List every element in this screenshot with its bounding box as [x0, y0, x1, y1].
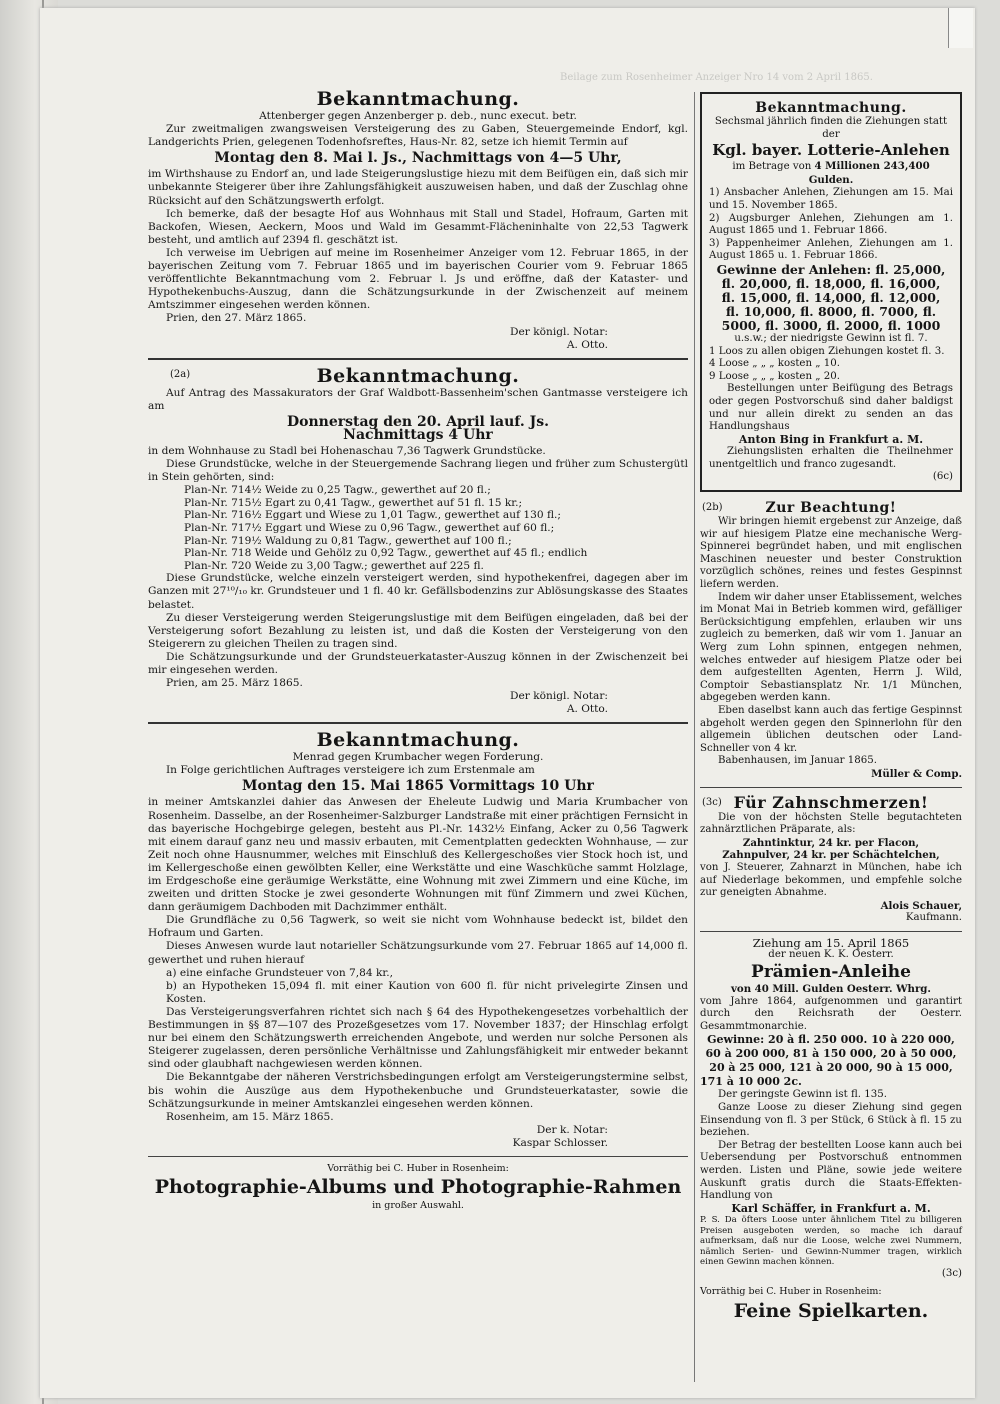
left-column — [148, 88, 688, 1212]
ad-photo-albums — [148, 1162, 688, 1212]
r1-list-1: 2) Augsburger Anlehen, Ziehungen am 1. August 1865 und 1. Februar 1866. — [709, 212, 953, 237]
r4-w1: Gewinne: 20 à fl. 250 000. 10 à 220 000, — [707, 1033, 955, 1047]
ad1-subtitle: Attenberger gegen Anzenberger p. deb., nunc execut. betr. — [259, 110, 577, 122]
r5-line: Vorräthig bei C. Huber in Rosenheim: — [700, 1286, 882, 1298]
r3-p1: Die von der höchsten Stelle begutachteten zahnärztlichen Präparate, als: — [700, 811, 962, 836]
r2-p1: Wir bringen hiemit ergebenst zur Anzeige, daß wir auf hiesigem Platze eine mechanische Werg-Spinnerei begründet haben, und mit englischen Maschinen neuester und bester Construktion vorzüglich schönes, reines und festes Gespinnst liefern werden. — [700, 516, 962, 591]
ad-bekanntmachung-2 — [148, 365, 688, 717]
divider — [700, 787, 962, 788]
ad3-p2: in meiner Amtskanzlei dahier das Anwesen der Eheleute Ludwig und Maria Krumbacher von Rosenheim. Dasselbe, an der Rosenheimer-Salzburger Landstraße mit einer prächtigen Fernsicht in das bayerische Hochgebirge gelegen, besteht aus Pl.-Nr. 1432½ Einfang, Acker zu 0,56 Tagwerk mit einem darauf ganz neu und massiv erbauten, mit Cementplatten gedeckten Wohnhause, — zur Zeit noch ohne Hausnummer, welches mit Einschluß des Kellergeschoßes vier Stock hoch ist, und im Kellergeschoße einen gewölbten Keller, eine Werkstätte und eine Waschküche sammt Holzlage, im Erdgeschoße eine geräumige Werkstätte, eine Wohnung mit zwei Zimmern und eine Küche, im zweiten und dritten Stocke je zwei gesonderte Wohnungen mit fünf Zimmern und zwei Küchen, dann geräumigem Dachboden mit Dachzimmer enthält. — [148, 796, 688, 914]
r4-p3: Ganze Loose zu dieser Ziehung sind gegen Einsendung von fl. 3 per Stück, 6 Stück à fl. 15 zu beziehen. — [700, 1102, 962, 1139]
r1-firm: Anton Bing in Frankfurt a. M. — [738, 432, 924, 446]
r1-g6: u.s.w.; der niedrigste Gewinn ist fl. 7. — [734, 332, 928, 344]
ad2-p5: Zu dieser Versteigerung werden Steigerungslustige mit dem Beifügen eingeladen, daß bei der Versteigerung sofort Bezahlung zu leisten ist, und daß die Kosten der Versteigerung von den Steigerern zu gleichen Theilen zu tragen sind. — [148, 611, 688, 650]
ad2-date1: Donnerstag den 20. April lauf. Js. — [287, 413, 549, 430]
ad4-sub: in großer Auswahl. — [372, 1199, 464, 1211]
r2-place: Babenhausen, im Januar 1865. — [718, 755, 877, 767]
ad2-plan-2: Plan-Nr. 716½ Eggart und Wiese zu 1,01 Tagw., gewerthet auf 130 fl.; — [184, 509, 561, 522]
ad2-sig1: Der königl. Notar: — [510, 690, 608, 703]
r4-w4: 171 à 10 000 2c. — [700, 1075, 802, 1089]
r2-firm: Müller & Comp. — [871, 767, 962, 780]
ad1-sig2: A. Otto. — [566, 338, 608, 351]
divider — [700, 931, 962, 932]
r1-g4: fl. 10,000, fl. 8000, fl. 7000, fl. — [725, 303, 937, 319]
r1-lose-2: 9 Loose „ „ „ kosten „ 20. — [709, 370, 840, 382]
r4-ref: (3c) — [941, 1267, 962, 1279]
r4-sub: von 40 Mill. Gulden Oesterr. Whrg. — [731, 983, 931, 996]
r1-head: Kgl. bayer. Lotterie-Anlehen — [712, 141, 950, 160]
r5-title: Feine Spielkarten. — [733, 1300, 929, 1323]
page-corner-tab — [948, 8, 973, 48]
r1-p2a: im Betrage von — [732, 161, 812, 173]
ad1-p2: im Wirthshause zu Endorf an, und lade Steigerungslustige hiezu mit dem Beifügen ein, daß sich mir unbekannte Steigerer über ihre Zahlungsfähigkeit auszuweisen haben, und daß der Zuschlag ohne Rücksicht auf den Schätzungswerth erfolgt. — [148, 168, 688, 207]
ad4-line: Vorräthig bei C. Huber in Rosenheim: — [327, 1162, 509, 1174]
r3-i1: Zahntinktur, 24 kr. per Flacon, — [742, 836, 920, 849]
ad-bekanntmachung-3 — [148, 729, 688, 1150]
ad-lotterie — [700, 92, 962, 492]
r1-p1: Sechsmal jährlich finden die Ziehungen statt der — [714, 116, 948, 140]
ad2-date2: Nachmittags 4 Uhr — [343, 426, 493, 443]
ad3-a: a) eine einfache Grundsteuer von 7,84 kr., — [166, 966, 394, 979]
ad-praemien-anleihe — [700, 937, 962, 1281]
r1-list-2: 3) Pappenheimer Anlehen, Ziehungen am 1. August 1865 u. 1. Februar 1866. — [709, 237, 953, 262]
r3-ref: (3c) — [702, 796, 722, 808]
r2-title: Zur Beachtung! — [765, 500, 897, 517]
r4-title: Prämien-Anleihe — [751, 962, 911, 983]
ad3-b: b) an Hypotheken 15,094 fl. mit einer Kaution von 600 fl. für nicht privelegirte Zinsen und Kosten. — [166, 979, 688, 1005]
ad-bekanntmachung-1 — [148, 88, 688, 352]
ad2-p3: Diese Grundstücke, welche in der Steuergemende Sachrang liegen und früher zum Schustergütl in Stein gehörten, sind: — [148, 457, 688, 484]
ad2-p4: Diese Grundstücke, welche einzeln versteigert werden, sind hypothekenfrei, dagegen aber im Ganzen mit 27¹⁰/₁₀ kr. Grundsteuer und 1 fl. 40 kr. Gefällsbodenzins zur Ablösungskasse des Staates belastet. — [148, 572, 688, 611]
r1-p3: Bestellungen unter Beifügung des Betrags oder gegen Postvorschuß sind daher baldigst und nur allein direkt zu senden an das Handlungshaus — [709, 383, 953, 433]
ad1-sig1: Der königl. Notar: — [510, 325, 608, 338]
r3-role: Kaufmann. — [905, 912, 962, 924]
r4-pre: der neuen K. K. Oesterr. — [768, 949, 894, 961]
ad1-p3: Ich bemerke, daß der besagte Hof aus Wohnhaus mit Stall und Stadel, Hofraum, Garten mit Backofen, Wiesen, Aeckern, Moos und Wald im Gesammt-Flächeninhalte von 22,53 Tagwerk besteht, und amtlich auf 2394 fl. geschätzt ist. — [148, 207, 688, 246]
ad2-plan-6: Plan-Nr. 720 Weide zu 3,00 Tagw.; gewerthet auf 225 fl. — [184, 559, 484, 572]
divider — [148, 358, 688, 360]
r1-title: Bekanntmachung. — [755, 100, 907, 116]
ad1-date: Montag den 8. Mai l. Js., Nachmittags von 4—5 Uhr, — [214, 150, 622, 167]
r1-g3: fl. 15,000, fl. 14,000, fl. 12,000, — [721, 289, 941, 305]
ad1-place: Prien, den 27. März 1865. — [166, 312, 307, 325]
r3-p2: von J. Steuerer, Zahnarzt in München, habe ich auf Niederlage bekommen, und empfehle solche zur geneigten Abnahme. — [700, 861, 962, 899]
r1-g1: Gewinne der Anlehen: fl. 25,000, — [716, 261, 946, 277]
ad2-title: Bekanntmachung. — [316, 364, 520, 387]
ad2-plan-4: Plan-Nr. 719½ Waldung zu 0,81 Tagw., gewerthet auf 100 fl.; — [184, 534, 512, 547]
r1-list-0: 1) Ansbacher Anlehen, Ziehungen am 15. Mai und 15. November 1865. — [709, 187, 953, 211]
ad3-place: Rosenheim, am 15. März 1865. — [166, 1110, 334, 1123]
r4-w3: 20 à 25 000, 121 à 20 000, 90 à 15 000, — [709, 1061, 953, 1075]
r1-g2: fl. 20,000, fl. 18,000, fl. 16,000, — [721, 275, 941, 291]
ad-zahnschmerzen — [700, 793, 962, 925]
ad3-p5: Das Versteigerungsverfahren richtet sich nach § 64 des Hypothekengesetzes vorbehaltlich der Bestimmungen in §§ 87—107 des Prozeßgesetzes vom 17. November 1837; der Hinschlag erfolgt nur bei einem den Schätzungswerth erreichenden Angebote, und werden nur solche Personen als Steigerer zugelassen, deren persönliche Verhältnisse und Zahlungsfähigkeit mir entweder bekannt sind oder glaubhaft nachgewiesen werden können. — [148, 1005, 688, 1071]
column-rule — [694, 92, 695, 1382]
ad2-plan-1: Plan-Nr. 715½ Egart zu 0,41 Tagw., gewerthet auf 51 fl. 15 kr.; — [184, 496, 523, 509]
ad3-date: Montag den 15. Mai 1865 Vormittags 10 Uhr — [242, 778, 594, 795]
r4-date: Ziehung am 15. April 1865 — [752, 935, 910, 950]
ad2-plan-5: Plan-Nr. 718 Weide und Gehölz zu 0,92 Tagw., gewerthet auf 45 fl.; endlich — [184, 547, 588, 560]
r1-g5: 5000, fl. 3000, fl. 2000, fl. 1000 — [721, 317, 941, 333]
ad3-title: Bekanntmachung. — [316, 729, 520, 752]
ad2-place: Prien, am 25. März 1865. — [166, 677, 303, 690]
ad2-ref: (2a) — [170, 368, 191, 380]
ad2-p2: in dem Wohnhause zu Stadl bei Hohenaschau 7,36 Tagwerk Grundstücke. — [148, 444, 546, 457]
ad3-sig1: Der k. Notar: — [536, 1123, 608, 1136]
ad2-p6: Die Schätzungsurkunde und der Grundsteuerkataster-Auszug können in der Zwischenzeit bei mir eingesehen werden. — [148, 650, 688, 676]
ad2-plan-3: Plan-Nr. 717½ Eggart und Wiese zu 0,96 Tagw., gewerthet auf 60 fl.; — [184, 521, 555, 534]
r1-lose-1: 4 Loose „ „ „ kosten „ 10. — [709, 358, 840, 370]
r1-p2b: 4 Millionen 243,400 Gulden. — [808, 160, 930, 186]
divider — [148, 722, 688, 724]
ad1-p1: Zur zweitmaligen zwangsweisen Versteigerung des zu Gaben, Steuergemeinde Endorf, kgl. Landgerichts Prien, gelegenen Todenhofsreftes, Haus-Nr. 82, setze ich hiemit Termin auf — [148, 123, 688, 149]
ad1-title: Bekanntmachung. — [316, 88, 520, 110]
r4-p4: Der Betrag der bestellten Loose kann auch bei Uebersendung per Postvorschuß entnommen werden. Listen und Pläne, sowie jede weitere Auskunft gratis durch die Staats-Effekten-Handlung von — [700, 1139, 962, 1202]
ad3-sig2: Kaspar Schlosser. — [512, 1136, 608, 1149]
r3-i2: Zahnpulver, 24 kr. per Schächtelchen, — [722, 849, 940, 862]
ad3-p1: In Folge gerichtlichen Auftrages versteigere ich zum Erstenmale am — [166, 764, 535, 777]
r3-name: Alois Schauer, — [880, 899, 962, 912]
r4-firm: Karl Schäffer, in Frankfurt a. M. — [731, 1201, 931, 1215]
ad2-plan-0: Plan-Nr. 714½ Weide zu 0,25 Tagw., gewerthet auf 20 fl.; — [184, 484, 491, 497]
ad1-p4: Ich verweise im Uebrigen auf meine im Rosenheimer Anzeiger vom 12. Februar 1865, in der bayerischen Zeitung vom 7. Februar 1865 und im bayerischen Courier vom 9. Februar 1865 veröffentlichte Bekanntmachung vom 2. Februar l. Js und eröffne, daß der Kataster- und Hypothekenbuchs-Auszug, dann die Schätzungsurkunde in der Zwischenzeit auf meinem Amtszimmer eingesehen werden können. — [148, 246, 688, 312]
r4-ps: P. S. Da öfters Loose unter ähnlichem Titel zu billigeren Preisen ausgeboten werden, so mache ich darauf aufmerksam, daß nur die Loose, welche zwei Nummern, nämlich Serien- und Gewinn-Nummer tragen, wirklich einen Gewinn machen können. — [700, 1215, 962, 1268]
ad2-p1: Auf Antrag des Massakurators der Graf Waldbott-Bassenheim'schen Gantmasse versteigere ich am — [148, 386, 688, 412]
faint-header: Beilage zum Rosenheimer Anzeiger Nro 14 vom 2 April 1865. — [560, 72, 873, 83]
ad3-p3: Die Grundfläche zu 0,56 Tagwerk, so weit sie nicht vom Wohnhause bedeckt ist, bildet den Hofraum und Garten. — [148, 914, 688, 940]
r2-p2: Indem wir daher unser Etablissement, welches im Monat Mai in Betrieb kommen wird, gefälliger Berücksichtigung empfehlen, erlauben wir uns zugleich zu bemerken, daß wir vom 1. Januar an Werg zum Lohn spinnen, entgegen nehmen, welches entweder auf hiesigem Platze oder bei dem aufgestellten Agenten, Herrn J. Wild, Comptoir Sebastiansplatz Nr. 1/1 München, abgegeben werden kann. — [700, 591, 962, 704]
r1-ref: (6c) — [932, 471, 953, 483]
r1-p4: Ziehungslisten erhalten die Theilnehmer unentgeltlich und franco zugesandt. — [709, 446, 953, 470]
r2-p3: Eben daselbst kann auch das fertige Gespinnst abgeholt werden gegen den Spinnerlohn für den allgemein üblichen deutschen oder Land-Schneller von 4 kr. — [700, 704, 962, 754]
r2-ref: (2b) — [702, 502, 723, 514]
ad-spielkarten — [700, 1286, 962, 1323]
r3-title: Für Zahnschmerzen! — [733, 792, 929, 812]
r4-p2: Der geringste Gewinn ist fl. 135. — [718, 1089, 887, 1101]
ad-beachtung — [700, 500, 962, 780]
r4-w2: 60 à 200 000, 81 à 150 000, 20 à 50 000, — [705, 1047, 957, 1061]
ad4-title: Photographie-Albums und Photographie-Rahmen — [154, 1175, 682, 1198]
r1-lose-0: 1 Loos zu allen obigen Ziehungen kostet fl. 3. — [709, 345, 945, 357]
r4-p1: vom Jahre 1864, aufgenommen und garantirt durch den Reichsrath der Oesterr. Gesammtmonarchie. — [700, 995, 962, 1032]
divider — [148, 1156, 688, 1157]
right-column — [700, 92, 962, 1323]
ad3-subtitle: Menrad gegen Krumbacher wegen Forderung. — [292, 751, 544, 764]
ad3-p4: Dieses Anwesen wurde laut notarieller Schätzungsurkunde vom 27. Februar 1865 auf 14,000 fl. gewerthet und ruhen hierauf — [148, 940, 688, 966]
ad3-p6: Die Bekanntgabe der näheren Verstrichsbedingungen erfolgt am Versteigerungstermine selbst, bis wohin die Auszüge aus dem Hypothekenbuche und Grundsteuerkataster, sowie die Schätzungsurkunde in meiner Amtskanzlei eingesehen werden können. — [148, 1071, 688, 1110]
ad2-sig2: A. Otto. — [566, 703, 608, 716]
